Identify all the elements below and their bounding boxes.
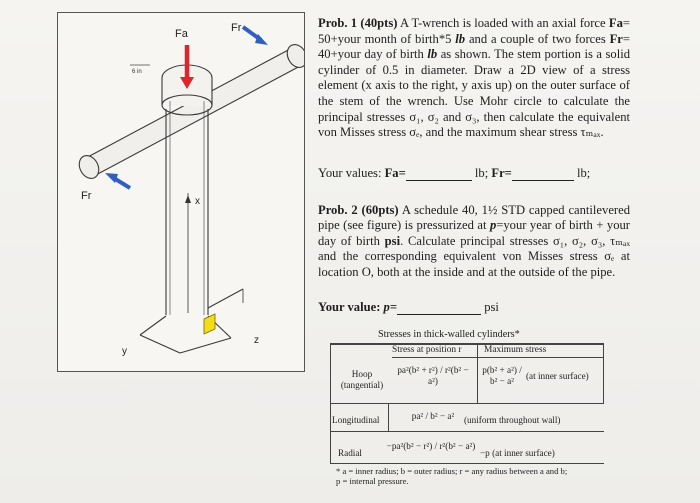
fr-label-left: Fr (81, 190, 92, 202)
row-radial-name: Radial (338, 448, 362, 458)
header-divider (477, 343, 478, 403)
t-wrench-drawing (58, 13, 304, 371)
row-2-border (330, 431, 604, 432)
row-longitudinal-note: (uniform throughout wall) (464, 415, 561, 425)
fa-blank[interactable] (406, 168, 472, 181)
problem-2-text (318, 203, 630, 280)
row-hoop-name: Hoop (tangential) (340, 369, 384, 390)
row-2-divider (388, 403, 389, 431)
header-max: Maximum stress (484, 345, 547, 355)
problem-2-values (318, 300, 499, 315)
footnote-line-2: p = internal pressure. (336, 476, 409, 486)
footnote-line-1: * a = inner radius; b = outer radius; r = any radius between a and b; (336, 466, 568, 476)
fr-field-label: Fr= (491, 166, 512, 180)
p-blank[interactable] (397, 302, 481, 315)
lb-unit-1: lb (455, 31, 466, 46)
row-hoop-max: p(b² + a²) / b² − a² (482, 365, 522, 386)
row-longitudinal-formula: pa² / b² − a² (411, 411, 455, 421)
table-bottom-border (330, 463, 604, 464)
thick-walled-cylinder-table (330, 329, 606, 503)
problem-2-text-a: A schedule 40, 1½ STD capped cantilevered pipe (see figure) is pressurized at (318, 203, 630, 233)
p-field-label: p= (383, 300, 398, 314)
problem-1-text (318, 16, 630, 141)
problem-2-heading: Prob. 2 (60pts) (318, 203, 399, 217)
lb-unit-2: lb (427, 47, 438, 62)
problem-1-text-b: = 50+your month of birth*5 (318, 16, 630, 46)
stress-element-o (204, 314, 215, 334)
your-value-label: Your value: (318, 300, 384, 314)
y-axis-label: y (122, 346, 127, 357)
table-title: Stresses in thick-walled cylinders* (378, 329, 520, 340)
fr-label-top: Fr (231, 22, 242, 34)
problem-1-text-e: as shown. The stem portion is a solid cylinder of 0.5 in diameter. Draw a 2D view of a stress element (x axis to the right, y axis up) on the outer surface of the stem of the wrench. Use Mohr circle to calculate the principal stresses σ₁, σ₂ and σ₃, then calculate the equivalent von Misses stress σₑ, and the maximum shear stress τₘₐₓ. (318, 47, 630, 140)
x-axis-label: x (195, 196, 200, 207)
psi-bold: psi (384, 233, 401, 248)
table-top-border (330, 343, 604, 345)
dimension-label: 6 in (132, 69, 142, 75)
psi-label: psi (484, 300, 499, 314)
your-values-label: Your values: (318, 166, 385, 180)
row-hoop-formula: pa²(b² + r²) / r²(b² − a²) (397, 365, 469, 386)
fr-blank[interactable] (512, 168, 574, 181)
header-underline (392, 357, 604, 358)
problem-1-text-c: and a couple of two forces (465, 31, 610, 46)
fa-field-label: Fa= (384, 166, 406, 180)
problem-2-text-b: =your year of birth + your day of birth (318, 218, 631, 248)
p-inline: p (489, 218, 497, 233)
row-radial-max: −p (at inner surface) (480, 448, 555, 458)
row-1-border (330, 403, 604, 404)
fa-inline: Fa (608, 16, 623, 30)
lb-end-label: lb; (577, 166, 591, 180)
t-wrench-figure (57, 12, 305, 372)
lb-label: lb; (474, 166, 492, 180)
problem-2-text-c: . Calculate principal stresses σ₁, σ₂, σ₃, τₘₐₓ and the corresponding equivalent von Misses stress σₑ at location O, both at the inside and at the outside of the pipe. (318, 233, 631, 279)
table-footnote (336, 466, 616, 486)
row-radial-formula: −pa²(b² − r²) / r²(b² − a²) (386, 441, 476, 451)
problem-1-text-d: = 40+your day of birth (318, 31, 630, 62)
header-position: Stress at position r (392, 345, 462, 355)
problem-1-values (318, 166, 590, 181)
problem-1-heading: Prob. 1 (40pts) (318, 16, 398, 30)
z-axis-label: z (254, 335, 259, 346)
row-longitudinal-name: Longitudinal (332, 415, 380, 425)
fa-label: Fa (175, 28, 188, 40)
row-hoop-note: (at inner surface) (526, 371, 589, 381)
fr-inline: Fr (609, 31, 623, 46)
problem-1-text-a: A T-wrench is loaded with an axial force (397, 16, 609, 30)
